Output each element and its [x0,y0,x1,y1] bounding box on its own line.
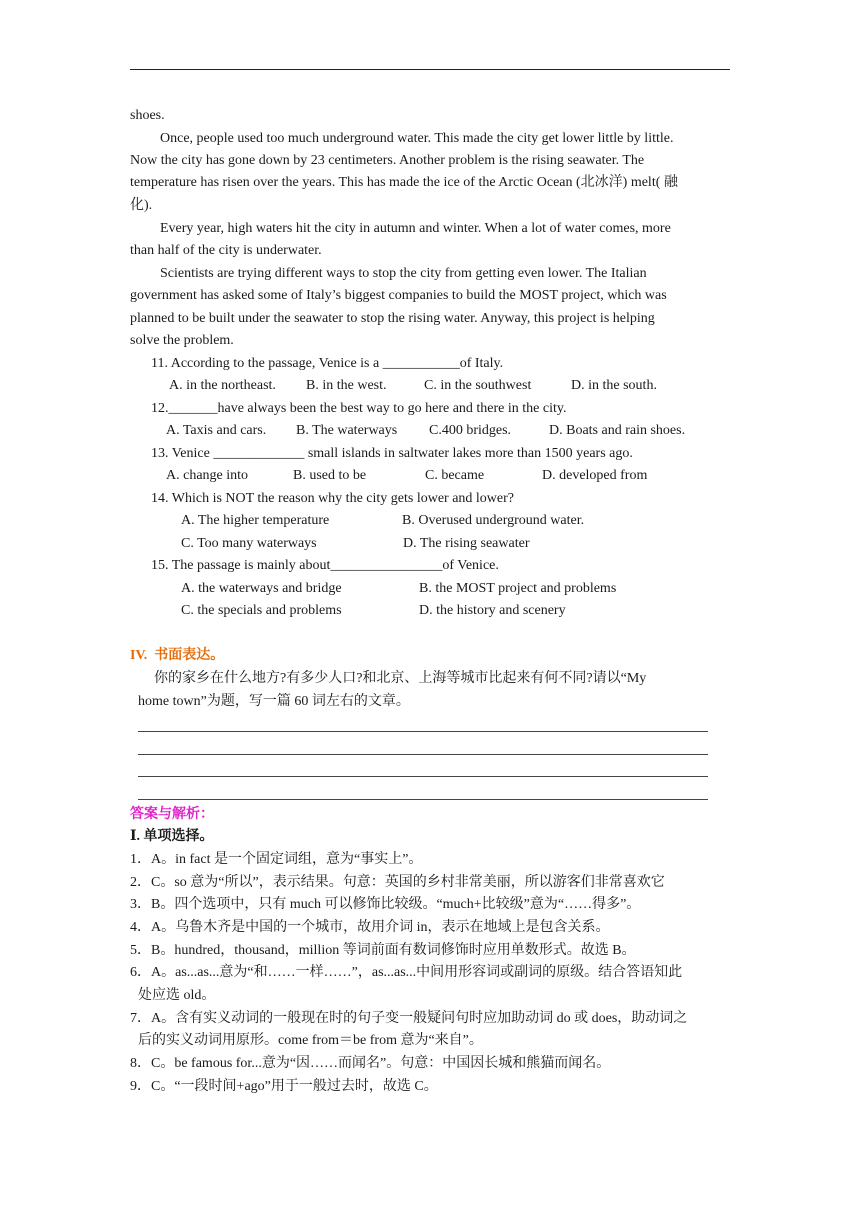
answer-item: 1．A。in fact 是一个固定词组，意为“事实上”。 [130,852,423,867]
passage-line: shoes. [130,108,165,123]
option: C. the specials and problems [181,603,342,618]
header-rule [130,69,730,70]
passage-line: Scientists are trying different ways to stop the city from getting even lower. The Italian [160,266,647,281]
question-stem: 15. The passage is mainly about________________of Venice. [151,558,499,573]
option: B. in the west. [306,378,387,393]
question-stem: 13. Venice _____________ small islands in saltwater lakes more than 1500 years ago. [151,446,633,461]
option: C.400 bridges. [429,423,512,438]
passage-line: Once, people used too much underground water. This made the city get lower little by little. [160,131,674,146]
answers-heading: 答案与解析： [130,807,214,822]
option: D. the history and scenery [419,603,566,618]
option: D. The rising seawater [403,536,530,551]
passage-line: planned to be built under the seawater to stop the rising water. Anyway, this project is helping [130,311,655,326]
answer-item: 4．A。乌鲁木齐是中国的一个城市，故用介词 in，表示在地域上是包含关系。 [130,920,610,935]
writing-line [138,731,708,732]
answer-item: 2．C。so 意为“所以”，表示结果。句意：英国的乡村非常美丽，所以游客们非常喜欢它 [130,875,665,890]
option: A. change into [166,468,249,483]
passage-line: solve the problem. [130,333,234,348]
answer-item: 后的实义动词用原形。come from＝be from 意为“来自”。 [138,1033,483,1048]
question-stem: 14. Which is NOT the reason why the city gets lower and lower? [151,491,515,506]
option: A. The higher temperature [181,513,330,528]
section-heading-writing: IV. 书面表达。 [130,648,225,663]
option: C. Too many waterways [181,536,317,551]
option: A. the waterways and bridge [181,581,342,596]
answer-item: 5．B。hundred，thousand，million 等词前面有数词修饰时应用单数形式。故选 B。 [130,943,636,958]
question-stem: 12._______have always been the best way to go here and there in the city. [151,401,567,416]
question-stem: 11. According to the passage, Venice is a ___________of Italy. [151,356,504,371]
option: B. used to be [293,468,367,483]
option: C. became [425,468,485,483]
option: A. Taxis and cars. [166,423,267,438]
writing-prompt: 你的家乡在什么地方?有多少人口?和北京、上海等城市比起来有何不同?请以“My [154,671,647,686]
passage-line: government has asked some of Italy’s biggest companies to build the MOST project, which was [130,288,667,303]
option: B. the MOST project and problems [419,581,617,596]
answer-item: 6．A。as...as...意为“和……一样……”，as...as...中间用形容词或副词的原级。结合答语知此 [130,965,683,980]
option: B. The waterways [296,423,398,438]
passage-line: Every year, high waters hit the city in autumn and winter. When a lot of water comes, more [160,221,671,236]
answer-item: 8．C。be famous for...意为“因……而闻名”。句意：中国因长城和熊猫而闻名。 [130,1056,611,1071]
answer-item: 9．C。“一段时间+ago”用于一般过去时，故选 C。 [130,1079,438,1094]
passage-line: 化). [130,198,153,213]
answer-item: 7．A。含有实义动词的一般现在时的句子变一般疑问句时应加助动词 do 或 does，助动词之 [130,1011,688,1026]
option: D. in the south. [571,378,657,393]
option: A. in the northeast. [169,378,276,393]
option: D. developed from [542,468,648,483]
option: B. Overused underground water. [402,513,585,528]
option: C. in the southwest [424,378,532,393]
writing-line [138,754,708,755]
writing-line [138,776,708,777]
passage-line: than half of the city is underwater. [130,243,322,258]
answers-section-title: Ⅰ. 单项选择。 [130,829,214,844]
writing-prompt: home town”为题，写一篇 60 词左右的文章。 [138,694,410,709]
passage-line: Now the city has gone down by 23 centimeters. Another problem is the rising seawater. The [130,153,645,168]
passage-line: temperature has risen over the years. This has made the ice of the Arctic Ocean (北冰洋) melt( 融 [130,175,678,190]
answer-item: 3．B。四个选项中，只有 much 可以修饰比较级。“much+比较级”意为“……得多”。 [130,897,641,912]
option: D. Boats and rain shoes. [549,423,686,438]
answer-item: 处应选 old。 [138,988,216,1003]
writing-line [138,799,708,800]
